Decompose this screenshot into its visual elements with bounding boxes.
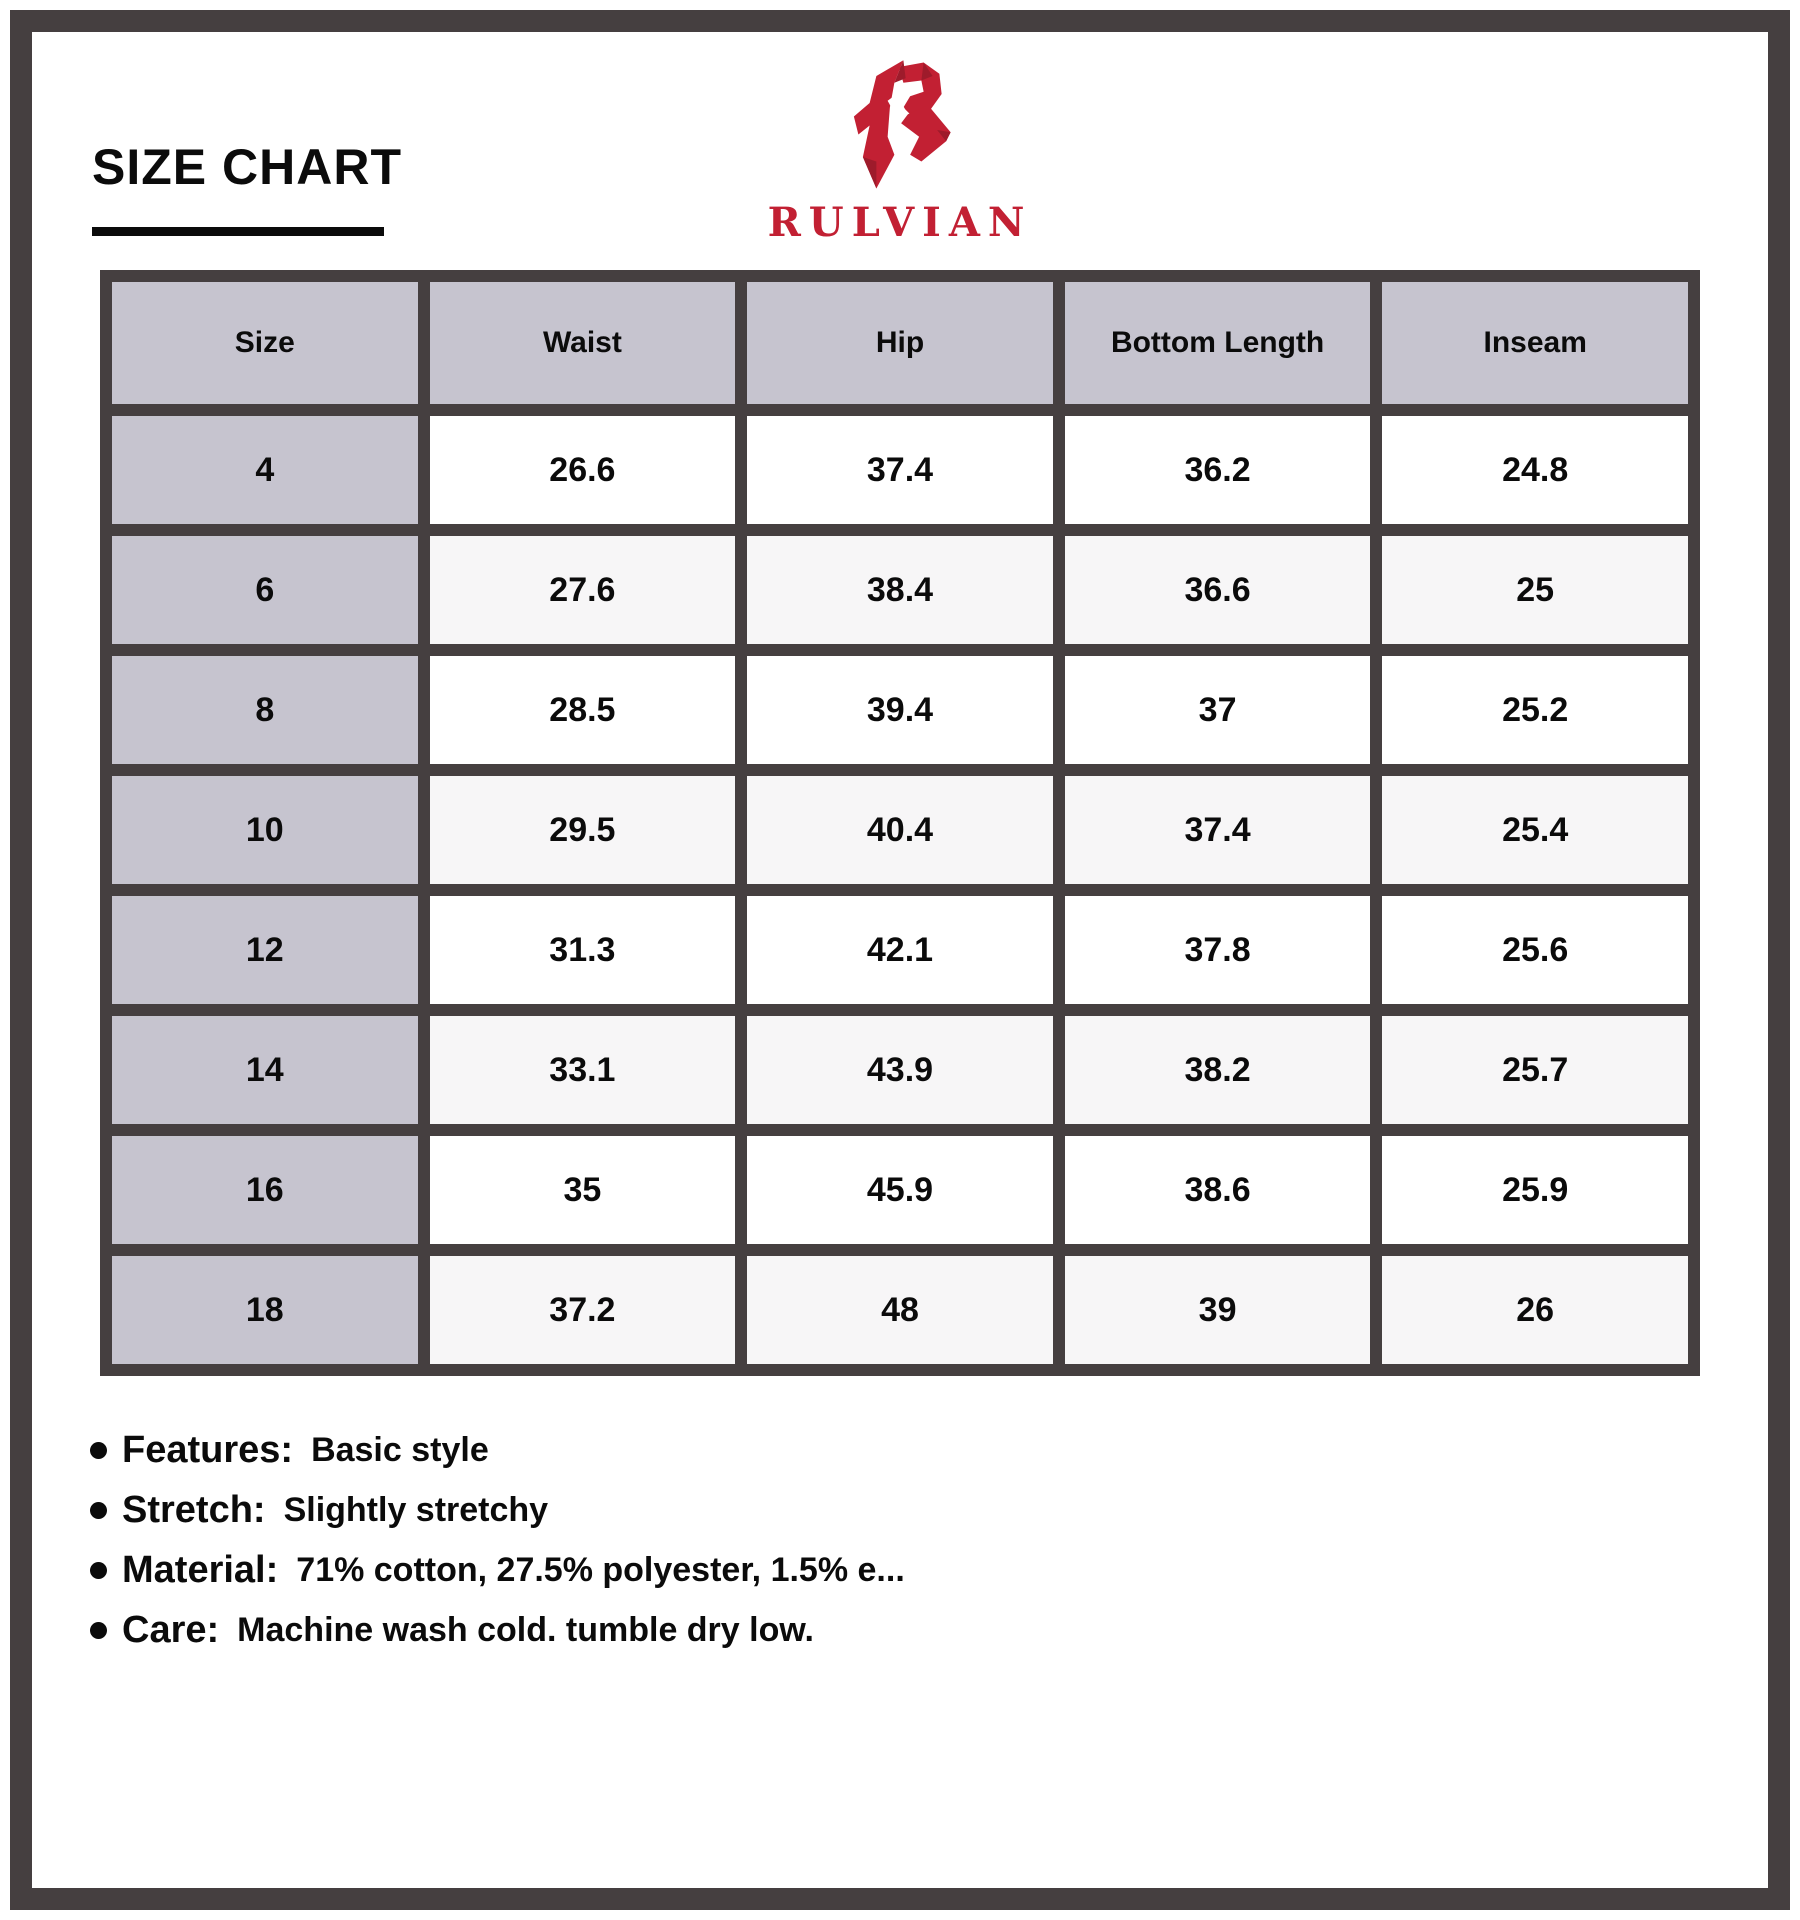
measurement-cell: 36.6 (1059, 530, 1377, 650)
product-details-list (90, 1420, 905, 1660)
measurement-cell: 37 (1059, 650, 1377, 770)
measurement-cell: 27.6 (424, 530, 742, 650)
measurement-cell: 25.4 (1376, 770, 1694, 890)
measurement-cell: 36.2 (1059, 410, 1377, 530)
detail-label: Material: (122, 1548, 279, 1591)
detail-label: Stretch: (122, 1488, 266, 1531)
size-cell: 12 (106, 890, 424, 1010)
detail-label: Care: (122, 1608, 220, 1651)
brand-r-monogram-icon (838, 58, 962, 193)
table-row (106, 1130, 1694, 1250)
bullet-icon (90, 1442, 107, 1459)
size-cell: 8 (106, 650, 424, 770)
brand-logo (0, 58, 1800, 246)
bullet-icon (90, 1562, 107, 1579)
measurement-cell: 25.6 (1376, 890, 1694, 1010)
measurement-cell: 26 (1376, 1250, 1694, 1370)
measurement-cell: 42.1 (741, 890, 1059, 1010)
list-item (90, 1600, 905, 1660)
measurement-cell: 25 (1376, 530, 1694, 650)
table-row (106, 650, 1694, 770)
measurement-cell: 28.5 (424, 650, 742, 770)
table-row (106, 530, 1694, 650)
detail-value: 71% cotton, 27.5% polyester, 1.5% e... (296, 1550, 905, 1589)
header-cell-hip: Hip (741, 276, 1059, 410)
size-cell: 14 (106, 1010, 424, 1130)
brand-wordmark: RULVIAN (767, 199, 1033, 246)
page-title: SIZE CHART (92, 139, 402, 195)
detail-label: Features: (122, 1428, 294, 1471)
measurement-cell: 24.8 (1376, 410, 1694, 530)
measurement-cell: 37.2 (424, 1250, 742, 1370)
size-table-header (106, 276, 1694, 410)
table-row (106, 410, 1694, 530)
measurement-cell: 45.9 (741, 1130, 1059, 1250)
table-row (106, 770, 1694, 890)
table-row (106, 1010, 1694, 1130)
measurement-cell: 25.9 (1376, 1130, 1694, 1250)
header-row (106, 276, 1694, 410)
size-table-body (106, 410, 1694, 1370)
size-table (100, 270, 1700, 1376)
measurement-cell: 38.6 (1059, 1130, 1377, 1250)
measurement-cell: 40.4 (741, 770, 1059, 890)
table-row (106, 1250, 1694, 1370)
header-cell-bottom-length: Bottom Length (1059, 276, 1377, 410)
measurement-cell: 29.5 (424, 770, 742, 890)
list-item (90, 1420, 905, 1480)
size-cell: 18 (106, 1250, 424, 1370)
header-cell-inseam: Inseam (1376, 276, 1694, 410)
measurement-cell: 39.4 (741, 650, 1059, 770)
measurement-cell: 38.2 (1059, 1010, 1377, 1130)
measurement-cell: 37.4 (741, 410, 1059, 530)
detail-value: Basic style (311, 1430, 489, 1469)
measurement-cell: 25.7 (1376, 1010, 1694, 1130)
bullet-icon (90, 1622, 107, 1639)
measurement-cell: 33.1 (424, 1010, 742, 1130)
measurement-cell: 37.8 (1059, 890, 1377, 1010)
measurement-cell: 35 (424, 1130, 742, 1250)
header-cell-waist: Waist (424, 276, 742, 410)
measurement-cell: 43.9 (741, 1010, 1059, 1130)
detail-value: Slightly stretchy (283, 1490, 549, 1529)
bullet-icon (90, 1502, 107, 1519)
size-cell: 16 (106, 1130, 424, 1250)
list-item (90, 1480, 905, 1540)
list-item (90, 1540, 905, 1600)
size-cell: 10 (106, 770, 424, 890)
table-row (106, 890, 1694, 1010)
measurement-cell: 38.4 (741, 530, 1059, 650)
measurement-cell: 39 (1059, 1250, 1377, 1370)
measurement-cell: 48 (741, 1250, 1059, 1370)
measurement-cell: 25.2 (1376, 650, 1694, 770)
detail-value: Machine wash cold. tumble dry low. (237, 1610, 814, 1649)
header-cell-size: Size (106, 276, 424, 410)
size-cell: 6 (106, 530, 424, 650)
measurement-cell: 26.6 (424, 410, 742, 530)
size-cell: 4 (106, 410, 424, 530)
measurement-cell: 31.3 (424, 890, 742, 1010)
measurement-cell: 37.4 (1059, 770, 1377, 890)
